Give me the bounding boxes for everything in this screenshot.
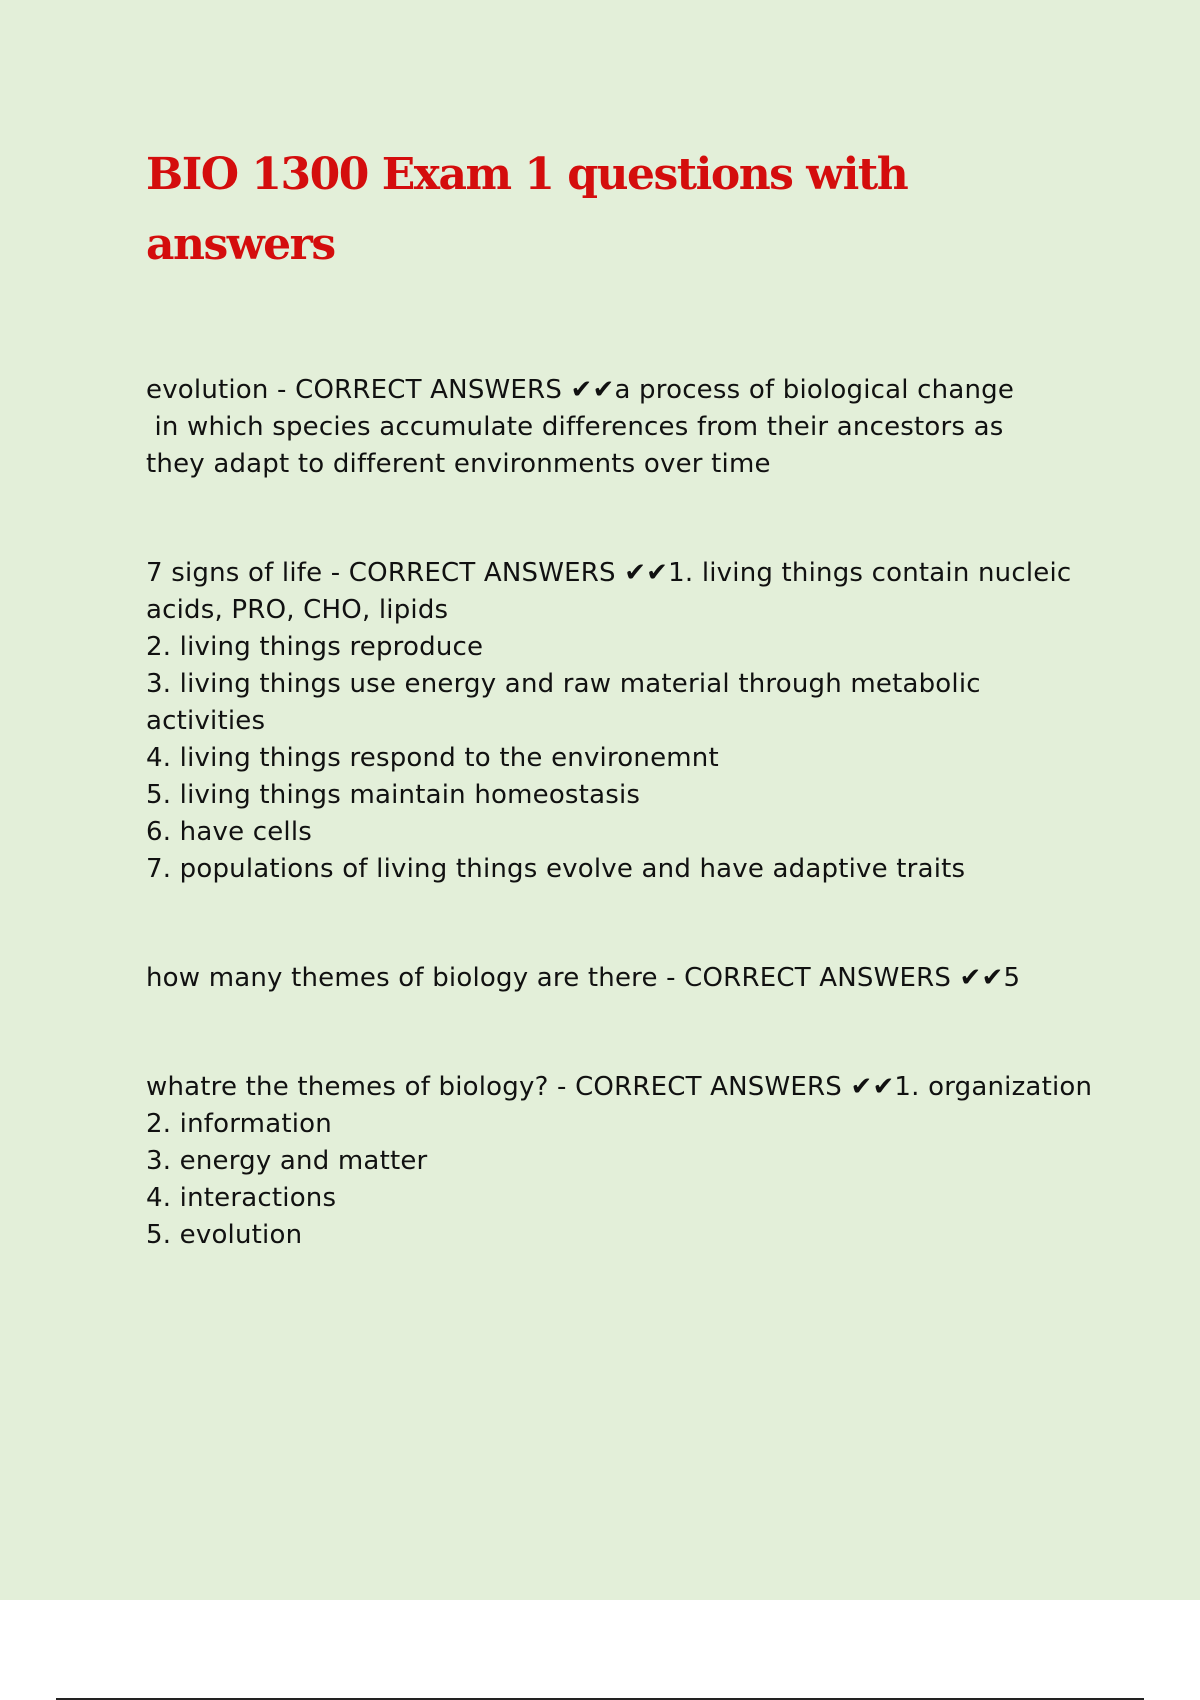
document-content <box>146 140 1106 1254</box>
qa-themes-count <box>146 960 1106 997</box>
question-signs-of-life: 7 signs of life - CORRECT ANSWERS ✔✔1. living things contain nucleic acids, PRO, CHO, lipids <box>146 558 1072 625</box>
qa-evolution <box>146 372 1106 483</box>
answer-item: 2. information <box>146 1109 332 1139</box>
answer-item: 6. have cells <box>146 817 313 847</box>
answer-item: 4. interactions <box>146 1183 337 1213</box>
question-evolution-line-3: they adapt to different environments over time <box>146 449 771 479</box>
qa-themes-list <box>146 1069 1106 1254</box>
question-evolution-line-2: in which species accumulate differences from their ancestors as <box>146 412 1004 442</box>
answer-item: 5. evolution <box>146 1220 303 1250</box>
answer-item: 7. populations of living things evolve and have adaptive traits <box>146 854 966 884</box>
question-themes-count: how many themes of biology are there - CORRECT ANSWERS ✔✔5 <box>146 963 1021 993</box>
question-evolution-line-1: evolution - CORRECT ANSWERS ✔✔a process of biological change <box>146 375 1015 405</box>
answer-item: 3. energy and matter <box>146 1146 428 1176</box>
answer-item: 5. living things maintain homeostasis <box>146 780 641 810</box>
answer-item: 3. living things use energy and raw material through metabolic activities <box>146 669 981 736</box>
question-themes-list: whatre the themes of biology? - CORRECT ANSWERS ✔✔1. organization <box>146 1072 1093 1102</box>
document-title: BIO 1300 Exam 1 questions with answers <box>146 149 908 270</box>
answer-item: 4. living things respond to the environemnt <box>146 743 719 773</box>
answer-item: 2. living things reproduce <box>146 632 484 662</box>
qa-signs-of-life <box>146 555 1106 888</box>
